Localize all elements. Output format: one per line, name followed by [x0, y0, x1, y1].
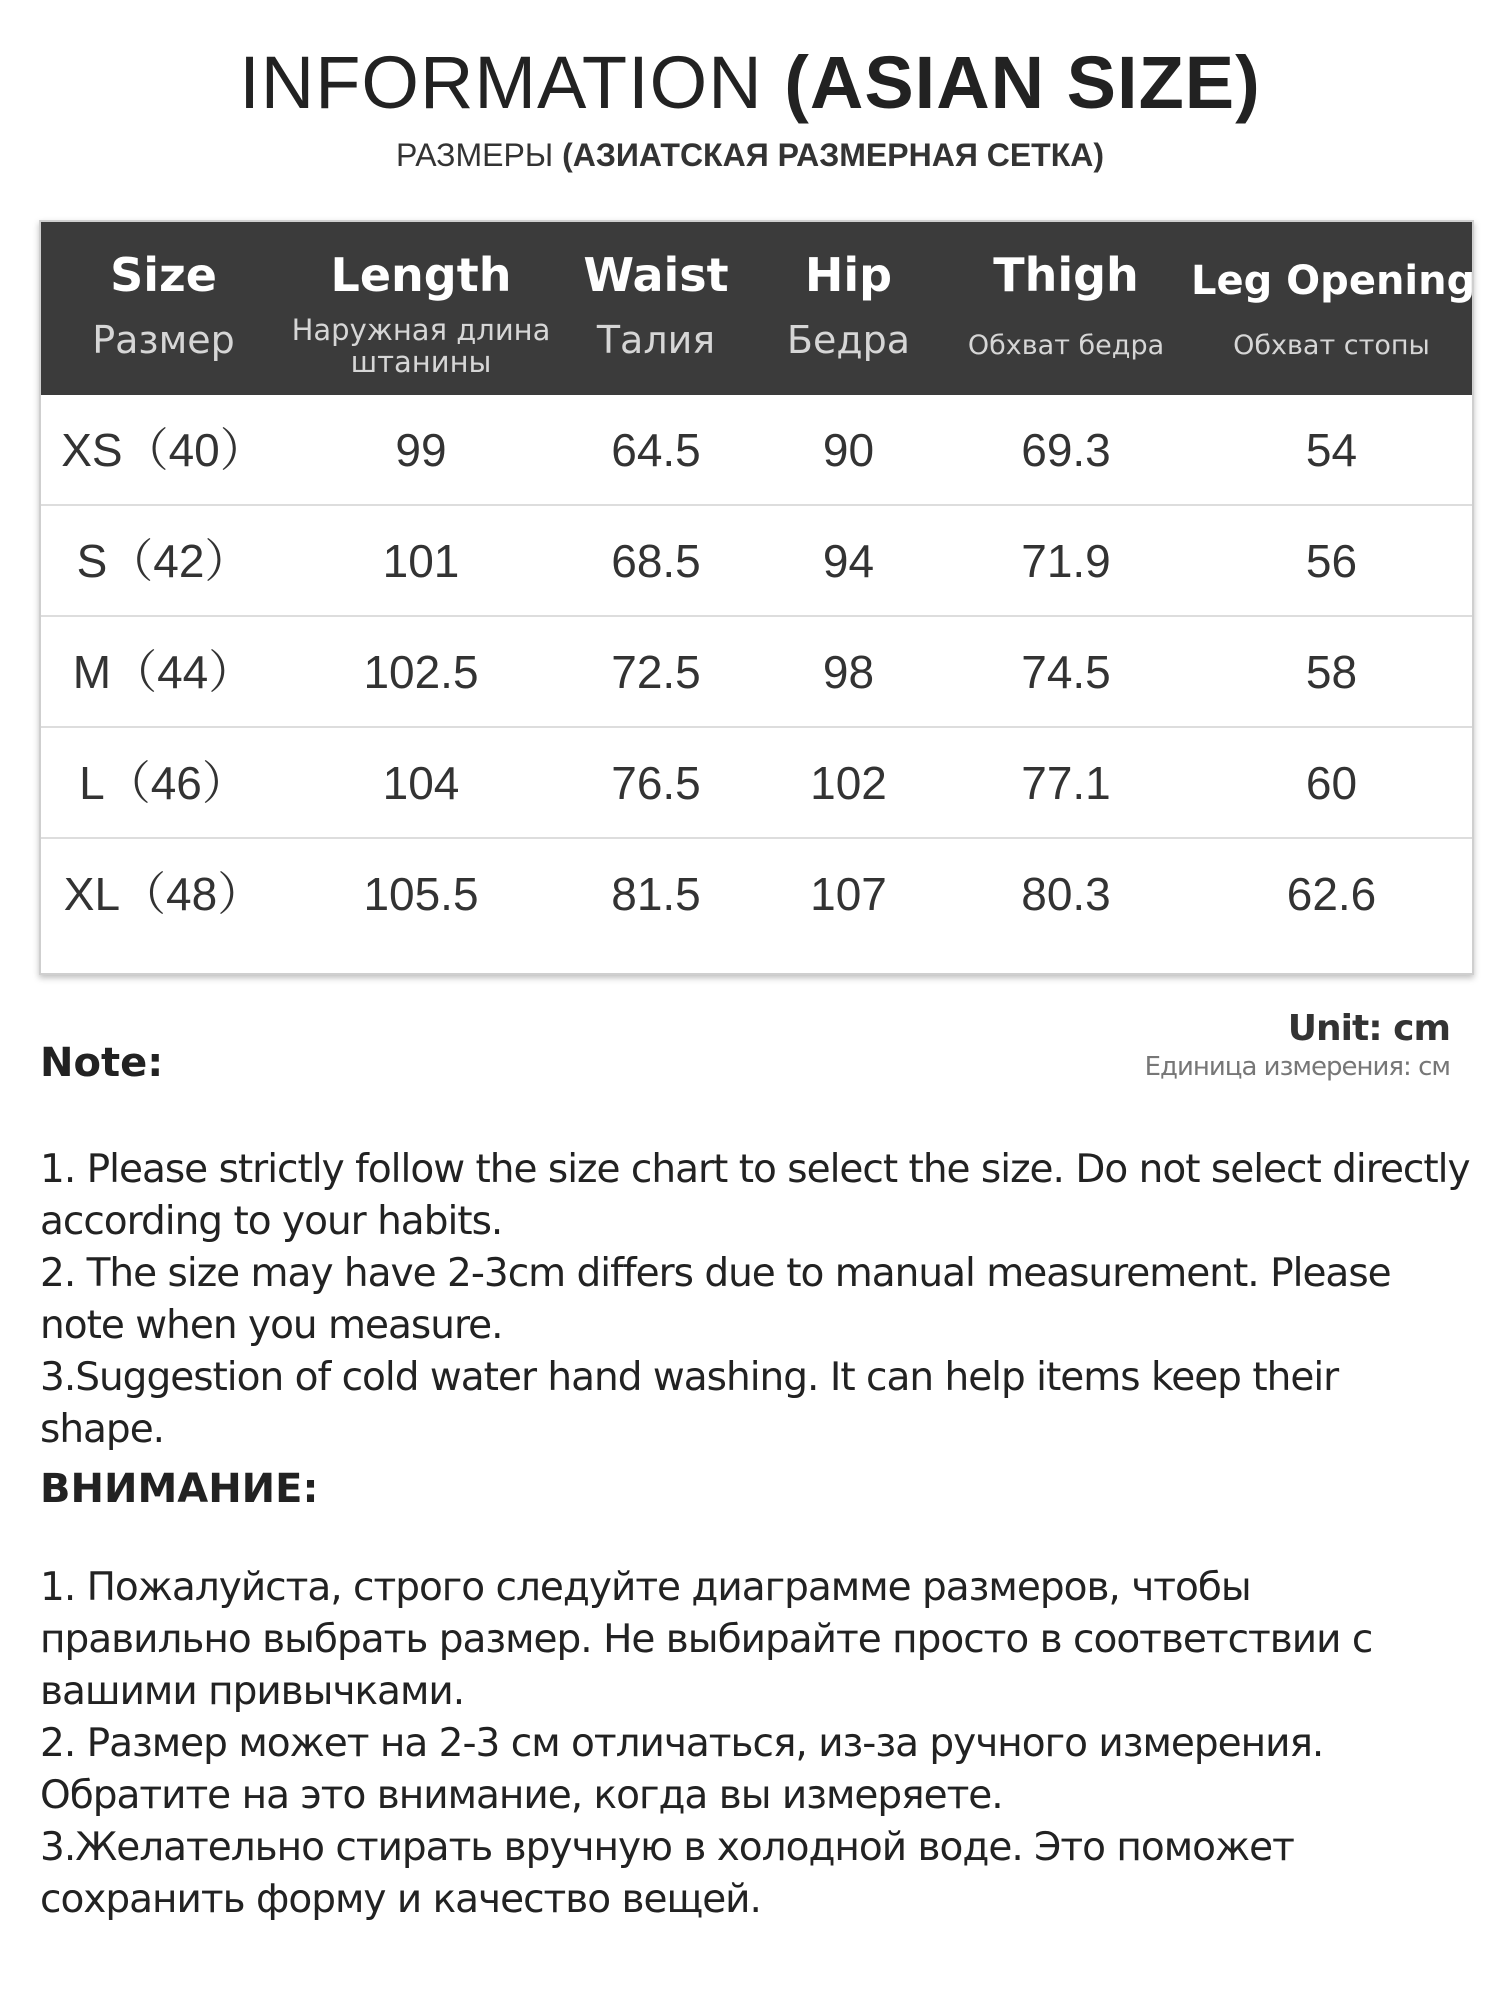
cell-leg-opening: 56 [1305, 535, 1358, 587]
column-header-label: Hip [804, 248, 893, 302]
column-header-sublabel: Наружная длина штанины [291, 313, 551, 379]
cell-thigh: 74.5 [1021, 646, 1111, 698]
note-item: 2. The size may have 2-3cm differs due to manual measurement. Please note when you measure. [40, 1251, 1391, 1348]
column-header-sublabel: Обхват бедра [967, 330, 1165, 361]
column-header-thigh [941, 222, 1191, 395]
subtitle-light: РАЗМЕРЫ [395, 137, 554, 173]
table-row [41, 395, 1472, 506]
cell-thigh: 77.1 [1021, 757, 1111, 809]
cell-size: S（42） [76, 535, 251, 587]
attention-heading: ВНИМАНИЕ: [40, 1466, 319, 1512]
cell-length: 99 [395, 424, 447, 476]
note-heading: Note: [40, 1040, 164, 1086]
cell-hip: 102 [810, 757, 887, 809]
title-bold: (ASIAN SIZE) [784, 41, 1261, 124]
title-light: INFORMATION [239, 41, 763, 124]
column-header-label: Size [110, 248, 217, 302]
cell-hip: 98 [822, 646, 875, 698]
cell-hip: 107 [810, 868, 887, 920]
cell-waist: 68.5 [611, 535, 701, 587]
subtitle-bold: (АЗИАТСКАЯ РАЗМЕРНАЯ СЕТКА) [562, 137, 1105, 173]
column-header-sublabel: Талия [596, 318, 716, 362]
table-header [41, 222, 1476, 395]
cell-waist: 64.5 [611, 424, 701, 476]
cell-leg-opening: 54 [1305, 424, 1358, 476]
column-header-label: Length [330, 248, 512, 302]
table-row [41, 506, 1472, 617]
column-header-label: Waist [583, 248, 729, 302]
table-row [41, 839, 1472, 950]
cell-size: L（46） [79, 757, 248, 809]
attention-list [40, 1562, 1470, 1926]
unit-label-ru: Единица измерения: см [1144, 1052, 1450, 1082]
cell-size: M（44） [72, 646, 255, 698]
unit-label: Unit: cm [1287, 1008, 1450, 1049]
cell-size: XS（40） [61, 424, 266, 476]
table-row [41, 728, 1472, 839]
cell-leg-opening: 60 [1305, 757, 1358, 809]
cell-length: 105.5 [363, 868, 479, 920]
cell-hip: 94 [822, 535, 875, 587]
page-title [0, 38, 1500, 128]
cell-thigh: 71.9 [1021, 535, 1111, 587]
size-table [39, 220, 1474, 975]
column-header-size [41, 222, 286, 395]
attention-item: 3.Желательно стирать вручную в холодной воде. Это поможет сохранить форму и качество вещей. [40, 1825, 1294, 1922]
column-header-length [286, 222, 556, 395]
column-header-waist [556, 222, 756, 395]
cell-thigh: 69.3 [1021, 424, 1111, 476]
page-subtitle [0, 130, 1500, 180]
cell-thigh: 80.3 [1021, 868, 1111, 920]
note-item: 3.Suggestion of cold water hand washing. It can help items keep their shape. [40, 1355, 1339, 1452]
cell-waist: 72.5 [611, 646, 701, 698]
column-header-sublabel: Бедра [786, 318, 911, 362]
cell-leg-opening: 58 [1305, 646, 1358, 698]
column-header-label: Thigh [993, 248, 1139, 302]
attention-item: 2. Размер может на 2-3 см отличаться, из-за ручного измерения. Обратите на это внимание, когда вы измеряете. [40, 1721, 1324, 1818]
cell-length: 101 [382, 535, 460, 587]
cell-hip: 90 [822, 424, 875, 476]
column-header-sublabel: Размер [92, 318, 235, 362]
table-row [41, 617, 1472, 728]
column-header-sublabel: Обхват стопы [1233, 330, 1430, 361]
cell-waist: 81.5 [611, 868, 701, 920]
note-item: 1. Please strictly follow the size chart to select the size. Do not select directly according to your habits. [40, 1147, 1470, 1244]
column-header-leg-opening [1191, 222, 1476, 395]
cell-leg-opening: 62.6 [1286, 868, 1377, 920]
cell-length: 104 [382, 757, 460, 809]
column-header-label: Leg Opening [1191, 258, 1476, 304]
cell-length: 102.5 [363, 646, 479, 698]
note-list [40, 1144, 1470, 1456]
cell-size: XL（48） [63, 868, 264, 920]
column-header-hip [756, 222, 941, 395]
cell-waist: 76.5 [611, 757, 701, 809]
attention-item: 1. Пожалуйста, строго следуйте диаграмме размеров, чтобы правильно выбрать размер. Не выбирайте просто в соответствии с вашими привычками. [40, 1565, 1373, 1714]
